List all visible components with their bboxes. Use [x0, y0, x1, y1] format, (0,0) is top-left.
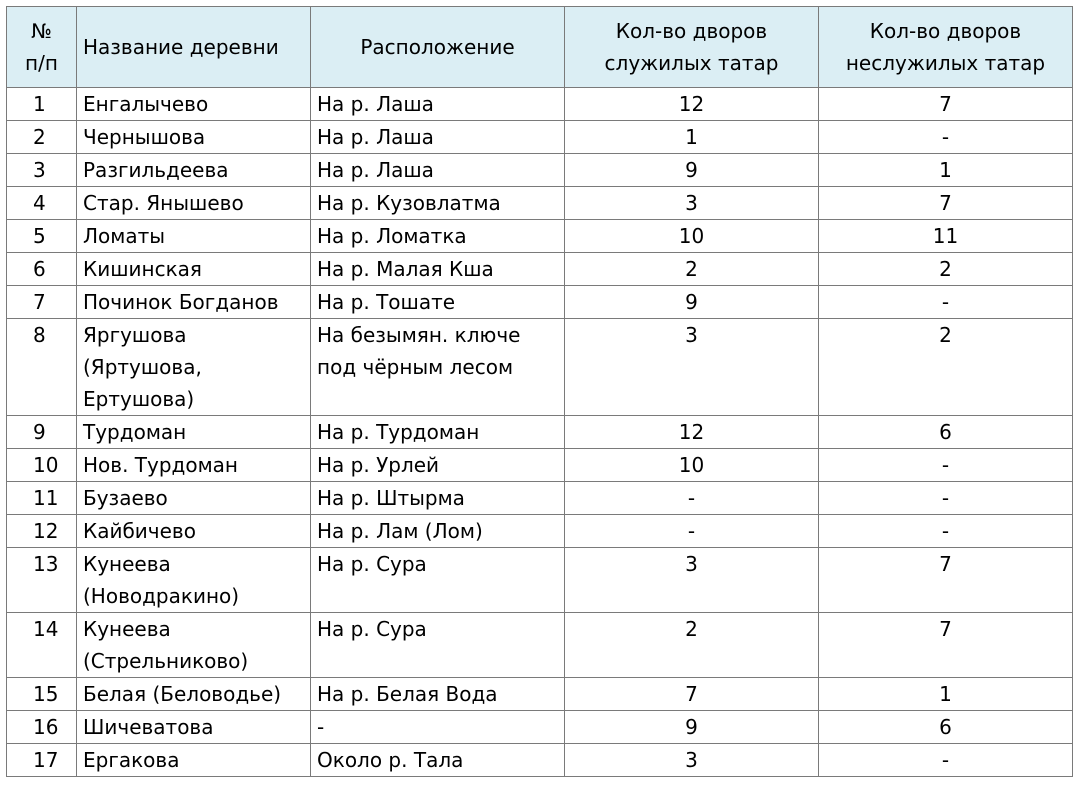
cell-name: Починок Богданов: [77, 286, 311, 319]
cell-location: -: [311, 711, 565, 744]
cell-location: На р. Лаша: [311, 88, 565, 121]
header-location: Расположение: [311, 7, 565, 88]
cell-num: 14: [7, 613, 77, 678]
header-serving-yards: Кол-во дворов служилых татар: [565, 7, 819, 88]
cell-num: 4: [7, 187, 77, 220]
cell-num: 7: [7, 286, 77, 319]
cell-num: 9: [7, 416, 77, 449]
cell-nonserving: 11: [819, 220, 1073, 253]
cell-name: Нов. Турдоман: [77, 449, 311, 482]
cell-name: Яргушова (Яртушова, Ертушова): [77, 319, 311, 416]
cell-location: На р. Белая Вода: [311, 678, 565, 711]
cell-serving: 9: [565, 711, 819, 744]
table-row: [7, 613, 1073, 678]
table-row: [7, 678, 1073, 711]
table-row: [7, 154, 1073, 187]
cell-location: На р. Лаша: [311, 154, 565, 187]
cell-location: На безымян. ключе под чёрным лесом: [311, 319, 565, 416]
cell-serving: 12: [565, 88, 819, 121]
table-row: [7, 253, 1073, 286]
cell-serving: 9: [565, 154, 819, 187]
header-name: Название деревни: [77, 7, 311, 88]
cell-num: 13: [7, 548, 77, 613]
cell-nonserving: -: [819, 515, 1073, 548]
table-row: [7, 449, 1073, 482]
cell-serving: 9: [565, 286, 819, 319]
cell-location: На р. Ломатка: [311, 220, 565, 253]
cell-num: 8: [7, 319, 77, 416]
cell-serving: 10: [565, 449, 819, 482]
cell-num: 2: [7, 121, 77, 154]
cell-nonserving: -: [819, 121, 1073, 154]
villages-table: [6, 6, 1073, 777]
cell-serving: 3: [565, 187, 819, 220]
cell-num: 3: [7, 154, 77, 187]
cell-nonserving: -: [819, 449, 1073, 482]
cell-serving: 1: [565, 121, 819, 154]
cell-name: Кишинская: [77, 253, 311, 286]
cell-nonserving: 2: [819, 253, 1073, 286]
table-row: [7, 482, 1073, 515]
cell-nonserving: -: [819, 482, 1073, 515]
cell-nonserving: -: [819, 744, 1073, 777]
cell-location: На р. Лам (Лом): [311, 515, 565, 548]
table-row: [7, 286, 1073, 319]
cell-nonserving: 2: [819, 319, 1073, 416]
header-nonserving-yards: Кол-во дворов неслужилых татар: [819, 7, 1073, 88]
cell-name: Ергакова: [77, 744, 311, 777]
cell-name: Кунеева (Новодракино): [77, 548, 311, 613]
cell-location: На р. Лаша: [311, 121, 565, 154]
table-row: [7, 187, 1073, 220]
cell-name: Шичеватова: [77, 711, 311, 744]
cell-name: Бузаево: [77, 482, 311, 515]
cell-serving: 2: [565, 253, 819, 286]
table-row: [7, 744, 1073, 777]
cell-nonserving: 7: [819, 613, 1073, 678]
cell-serving: 7: [565, 678, 819, 711]
cell-serving: -: [565, 515, 819, 548]
header-row: [7, 7, 1073, 88]
cell-num: 1: [7, 88, 77, 121]
table-row: [7, 121, 1073, 154]
cell-location: Около р. Тала: [311, 744, 565, 777]
cell-name: Стар. Янышево: [77, 187, 311, 220]
cell-name: Турдоман: [77, 416, 311, 449]
cell-location: На р. Тошате: [311, 286, 565, 319]
table-row: [7, 319, 1073, 416]
cell-name: Белая (Беловодье): [77, 678, 311, 711]
cell-name: Чернышова: [77, 121, 311, 154]
cell-nonserving: 6: [819, 711, 1073, 744]
cell-location: На р. Сура: [311, 613, 565, 678]
cell-num: 16: [7, 711, 77, 744]
cell-serving: 3: [565, 548, 819, 613]
cell-nonserving: 1: [819, 154, 1073, 187]
cell-serving: 10: [565, 220, 819, 253]
table-row: [7, 220, 1073, 253]
cell-num: 15: [7, 678, 77, 711]
cell-serving: 12: [565, 416, 819, 449]
cell-serving: 3: [565, 744, 819, 777]
cell-num: 6: [7, 253, 77, 286]
cell-num: 17: [7, 744, 77, 777]
table-row: [7, 548, 1073, 613]
cell-nonserving: -: [819, 286, 1073, 319]
cell-name: Кунеева (Стрельниково): [77, 613, 311, 678]
cell-location: На р. Сура: [311, 548, 565, 613]
cell-location: На р. Турдоман: [311, 416, 565, 449]
cell-name: Кайбичево: [77, 515, 311, 548]
cell-nonserving: 6: [819, 416, 1073, 449]
cell-nonserving: 7: [819, 187, 1073, 220]
cell-serving: 3: [565, 319, 819, 416]
cell-serving: 2: [565, 613, 819, 678]
cell-name: Ломаты: [77, 220, 311, 253]
header-num: № п/п: [7, 7, 77, 88]
table-row: [7, 88, 1073, 121]
cell-name: Разгильдеева: [77, 154, 311, 187]
cell-num: 12: [7, 515, 77, 548]
cell-location: На р. Кузовлатма: [311, 187, 565, 220]
cell-num: 11: [7, 482, 77, 515]
cell-num: 5: [7, 220, 77, 253]
table-row: [7, 515, 1073, 548]
cell-nonserving: 1: [819, 678, 1073, 711]
table-row: [7, 711, 1073, 744]
cell-name: Енгалычево: [77, 88, 311, 121]
cell-location: На р. Штырма: [311, 482, 565, 515]
cell-location: На р. Малая Кша: [311, 253, 565, 286]
cell-num: 10: [7, 449, 77, 482]
cell-serving: -: [565, 482, 819, 515]
table-row: [7, 416, 1073, 449]
cell-location: На р. Урлей: [311, 449, 565, 482]
cell-nonserving: 7: [819, 88, 1073, 121]
cell-nonserving: 7: [819, 548, 1073, 613]
